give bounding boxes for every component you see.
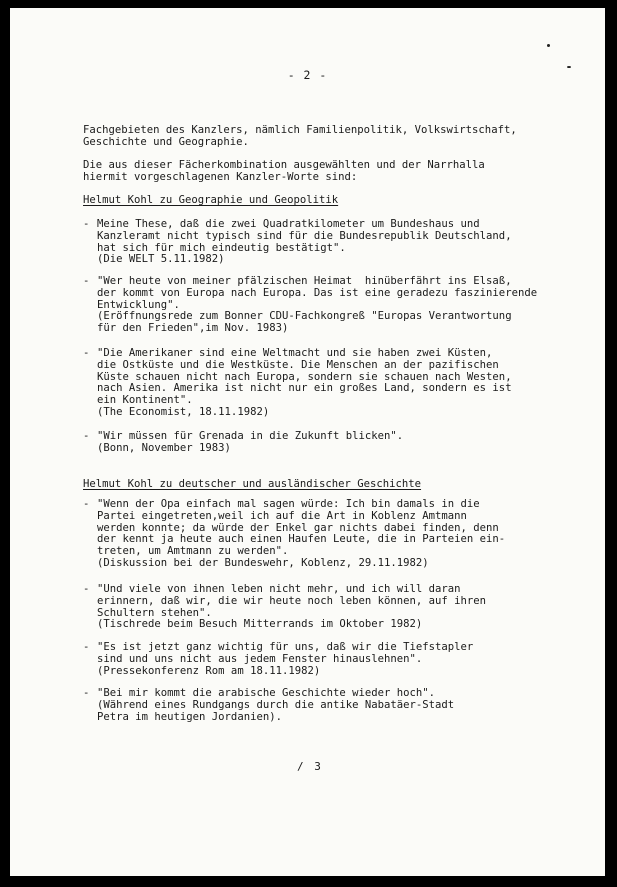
bullet-dash: - — [83, 275, 90, 287]
intro-paragraph-2: Die aus dieser Fächerkombination ausgewählten und der Narrhalla hiermit vorgeschlagenen Kanzler-Worte sind: — [83, 159, 485, 183]
section-heading-history: Helmut Kohl zu deutscher und ausländischer Geschichte — [83, 478, 422, 490]
quote-item: "Wir müssen für Grenada in die Zukunft blicken". (Bonn, November 1983) — [97, 430, 404, 454]
bullet-dash: - — [83, 687, 90, 699]
scan-speck — [567, 66, 571, 68]
bullet-dash: - — [83, 347, 90, 359]
continuation-marker: / 3 — [297, 760, 323, 773]
document-page — [10, 8, 605, 876]
quote-item: "Wer heute von meiner pfälzischen Heimat hinüberfährt ins Elsaß, der kommt von Europa nach Europa. Das ist eine geradezu faszinierende Entwicklung". (Eröffnungsrede zum Bonner CDU-Fachkongreß "Europas Verantwortung für den Frieden",im Nov. 1983) — [97, 275, 538, 335]
quote-item: "Wenn der Opa einfach mal sagen würde: Ich bin damals in die Partei eingetreten,weil ich auf die Art in Koblenz Amtmann werden konnte; da würde der Enkel gar nichts dabei finden, denn der kennt ja heute auch einen Haufen Leute, die in Parteien ein- treten, um Amtmann zu werden". (Diskussion bei der Bundeswehr, Koblenz, 29.11.1982) — [97, 498, 506, 569]
quote-item: "Und viele von ihnen leben nicht mehr, und ich will daran erinnern, daß wir, die wir heute noch leben können, auf ihren Schultern stehen". (Tischrede beim Besuch Mitterrands im Oktober 1982) — [97, 583, 487, 631]
section-heading-geography: Helmut Kohl zu Geographie und Geopolitik — [83, 194, 339, 206]
page-number: - 2 - — [287, 68, 328, 82]
quote-item: "Es ist jetzt ganz wichtig für uns, daß wir die Tiefstapler sind und uns nicht aus jedem Fenster hinauslehnen". (Pressekonferenz Rom am 18.11.1982) — [97, 641, 474, 677]
intro-paragraph-1: Fachgebieten des Kanzlers, nämlich Familienpolitik, Volkswirtschaft, Geschichte und Geographie. — [83, 124, 517, 148]
bullet-dash: - — [83, 641, 90, 653]
bullet-dash: - — [83, 430, 90, 442]
quote-item: "Die Amerikaner sind eine Weltmacht und sie haben zwei Küsten, die Ostküste und die Westküste. Die Menschen an der pazifischen Küste schauen nicht nach Europa, sondern sie schauen nach Westen, nach Asien. Amerika ist nicht nur ein großes Land, sondern es ist ein Kontinent". (The Economist, 18.11.1982) — [97, 347, 512, 418]
bullet-dash: - — [83, 498, 90, 510]
bullet-dash: - — [83, 583, 90, 595]
bullet-dash: - — [83, 218, 90, 230]
scan-speck — [547, 44, 550, 47]
quote-item: Meine These, daß die zwei Quadratkilometer um Bundeshaus und Kanzleramt nicht typisch sind für die Bundesrepublik Deutschland, hat sich für mich eindeutig bestätigt". (Die WELT 5.11.1982) — [97, 218, 512, 266]
quote-item: "Bei mir kommt die arabische Geschichte wieder hoch". (Während eines Rundgangs durch die antike Nabatäer-Stadt Petra im heutigen Jordanien). — [97, 687, 455, 723]
